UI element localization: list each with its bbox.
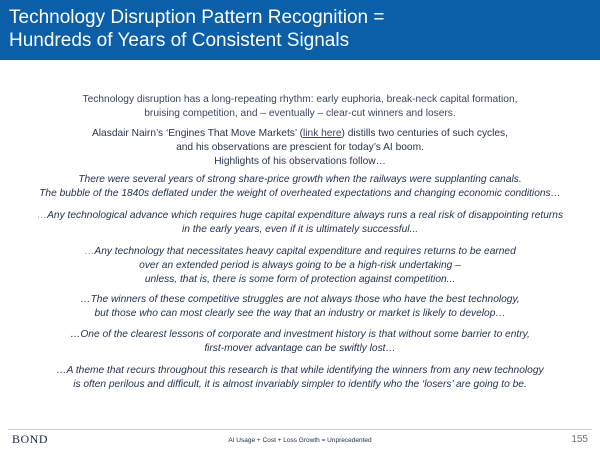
ellipsis-lead: … (36, 210, 48, 221)
page-number: 155 (571, 434, 588, 445)
footer-divider (8, 429, 592, 430)
footer-caption: AI Usage + Cost + Loss Growth = Unprecedented (228, 437, 372, 444)
quote-line-text: Any technology that necessitates heavy capital expenditure and requires returns to be earned (94, 246, 516, 257)
quote-line: The bubble of the 1840s deflated under the weight of overheated expectations and changing economic conditions… (39, 188, 561, 199)
quote-line: unless, that is, there is some form of protection against competition... (144, 274, 456, 285)
nairn-line-1-before: Alasdair Nairn’s ‘Engines That Move Markets’ ( (92, 128, 304, 139)
quote-line: but those who can most clearly see the way that an industry or market is likely to develop… (94, 308, 506, 319)
intro-line-2: bruising competition, and – eventually – clear-cut winners and losers. (144, 108, 456, 119)
intro-line-1: Technology disruption has a long-repeating rhythm: early euphoria, break-neck capital formation, (82, 94, 518, 105)
nairn-line-2: and his observations are prescient for today’s AI boom. (176, 142, 424, 153)
quote-line-text: Any technological advance which requires huge capital expenditure always runs a real risk of disappointing returns (47, 210, 564, 221)
quote-losers (10, 364, 590, 392)
quote-line (10, 245, 590, 259)
source-link[interactable]: link here (303, 128, 342, 139)
quote-line: over an extended period is always going to be a high-risk undertaking – (139, 260, 461, 271)
bond-logo: BOND (12, 432, 49, 446)
quote-line: …A theme that recurs throughout this research is that while identifying the winners from any new technology (56, 365, 544, 376)
quote-capital-expenditure (10, 209, 590, 237)
page-title (9, 6, 594, 52)
ellipsis-lead: … (84, 246, 95, 257)
nairn-line-1-after: ) distills two centuries of such cycles, (341, 128, 508, 139)
quote-line: …One of the clearest lessons of corporate and investment history is that without some barrier to entry, (70, 329, 530, 340)
quote-line: …The winners of these competitive struggles are not always those who have the best technology, (80, 294, 520, 305)
quote-line: There were several years of strong share-price growth when the railways were supplanting canals. (78, 174, 522, 185)
quote-line: in the early years, even if it is ultimately successful... (181, 224, 419, 235)
quote-heavy-capex (10, 245, 590, 287)
nairn-paragraph (10, 127, 590, 169)
header-bar (0, 0, 600, 60)
quote-line (10, 209, 590, 223)
page-title-line-2: Hundreds of Years of Consistent Signals (9, 30, 350, 51)
quote-line: is often perilous and difficult, it is almost invariably simpler to identify who the ‘losers’ are going to be. (73, 379, 527, 390)
page-title-line-1: Technology Disruption Pattern Recognition = (9, 7, 385, 28)
quote-winners (10, 293, 590, 321)
nairn-line-1 (10, 127, 590, 141)
quote-barrier-to-entry (10, 328, 590, 356)
intro-paragraph (10, 93, 590, 121)
quote-railways (10, 173, 590, 201)
quote-line: first-mover advantage can be swiftly lost… (204, 343, 396, 354)
nairn-line-3: Highlights of his observations follow… (214, 156, 386, 167)
